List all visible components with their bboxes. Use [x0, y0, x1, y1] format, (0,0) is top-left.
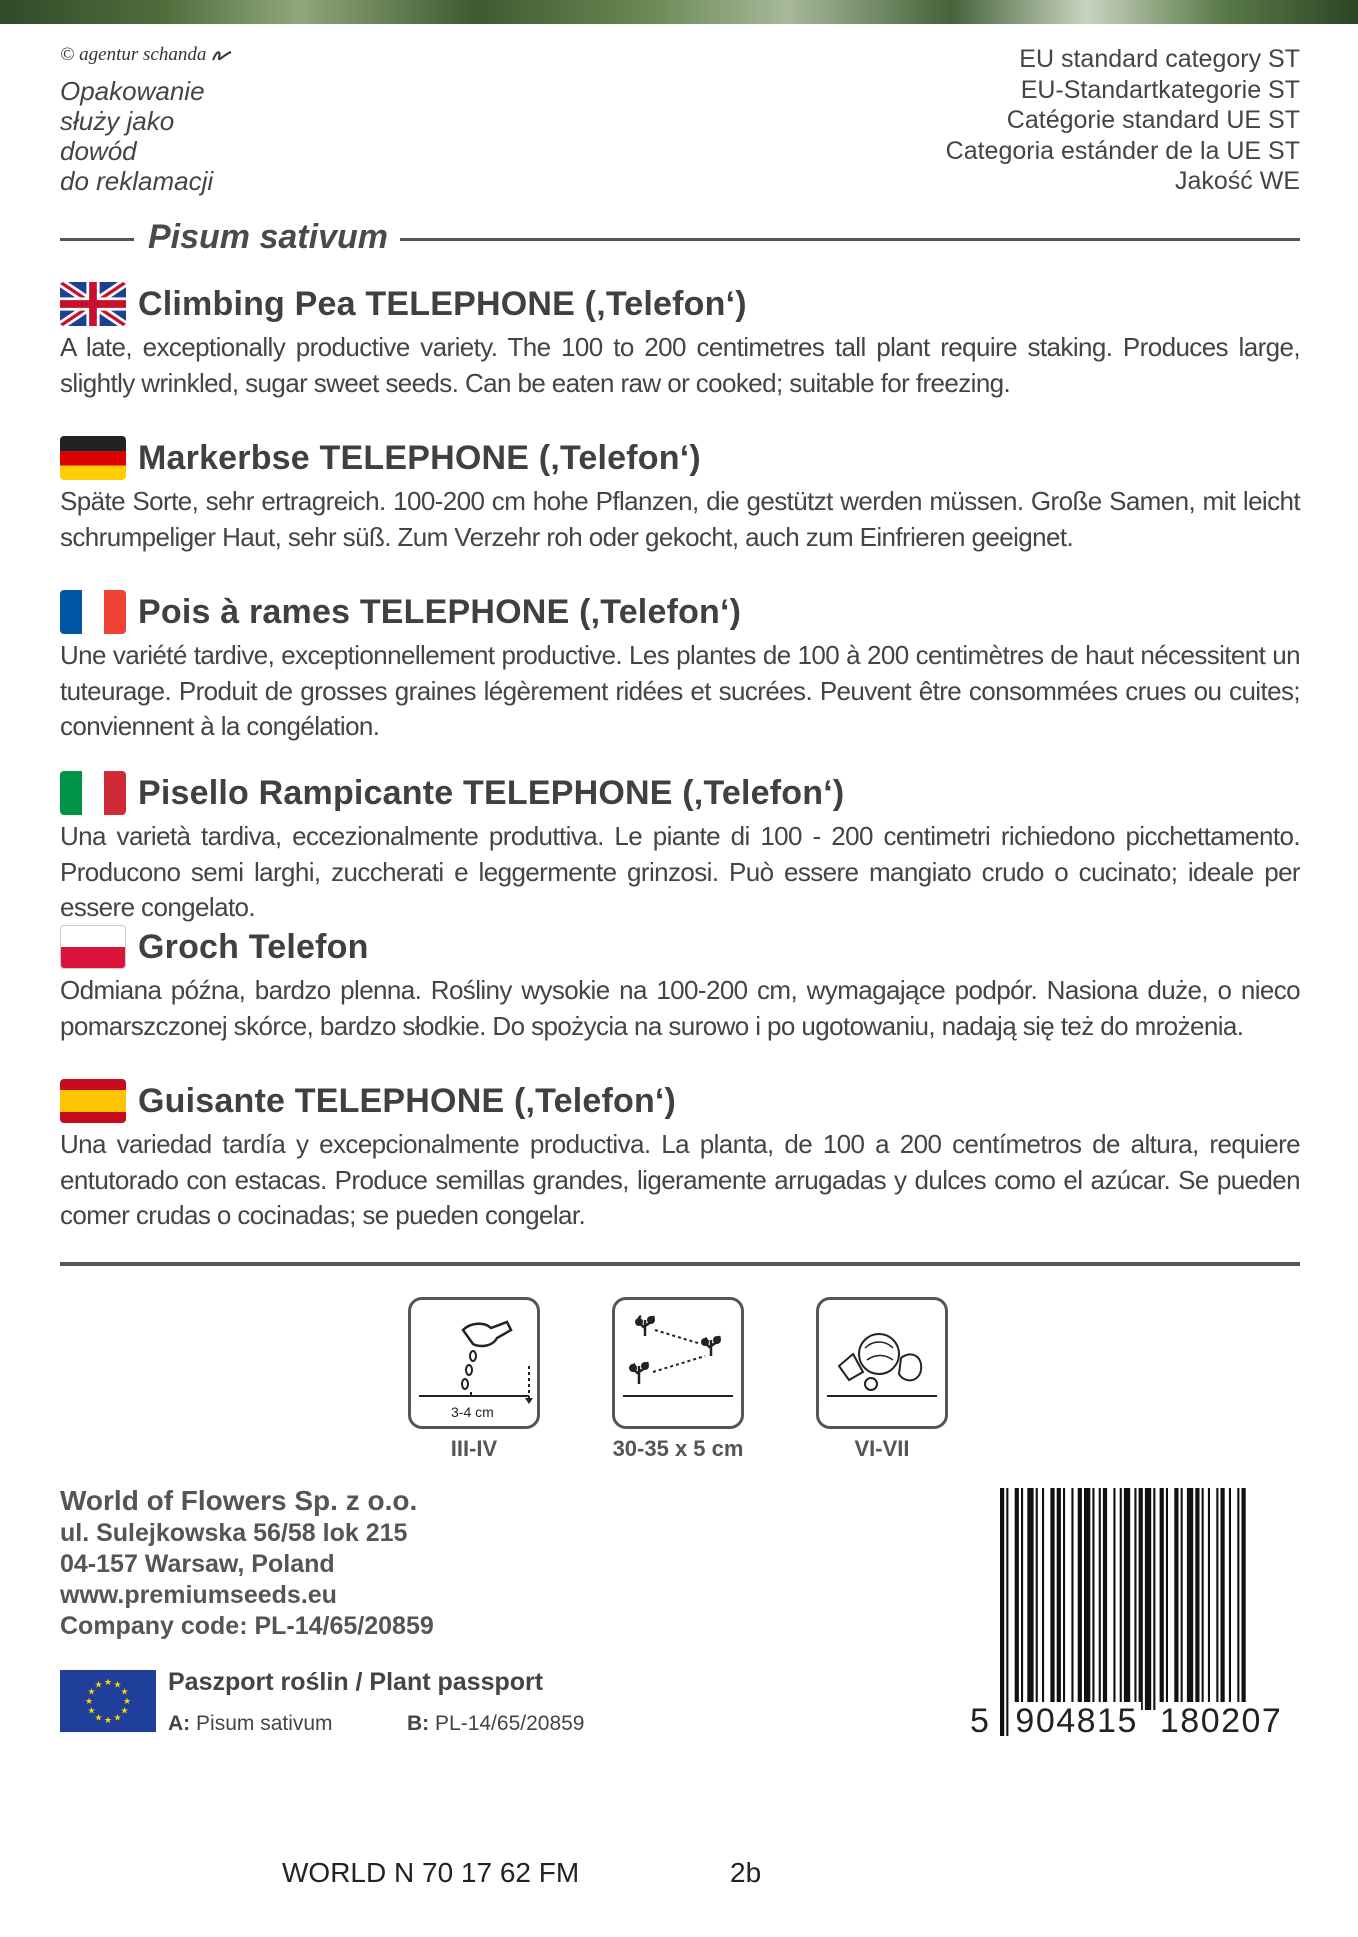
sowing-depth-label: 3-4 cm: [451, 1404, 494, 1420]
eu-category-line: Catégorie standard UE ST: [1006, 106, 1300, 134]
barcode-bar: [1174, 1488, 1178, 1710]
section-divider: [60, 1262, 1300, 1266]
eu-star-icon: ★: [103, 1677, 113, 1687]
eu-star-icon: ★: [120, 1705, 129, 1716]
section-polish: [60, 925, 1300, 1044]
packaging-note-line: do reklamacji: [60, 166, 214, 196]
barcode-bar: [1120, 1488, 1122, 1710]
barcode-bar: [1006, 1488, 1008, 1736]
eu-category-line: EU standard category ST: [1019, 45, 1300, 73]
company-address: [60, 1484, 434, 1642]
barcode-bar: [1124, 1488, 1130, 1736]
eu-star-icon: ★: [103, 1715, 113, 1725]
section-body: A late, exceptionally productive variety. The 100 to 200 centimetres tall plant require staking. Produces large, slightly wrinkled, sugar sweet seeds. Can be eaten raw or cooked; suitable for freezing.: [60, 332, 1300, 398]
barcode-bar: [1187, 1488, 1193, 1710]
barcode-bar: [1195, 1488, 1199, 1710]
eu-star-icon: ★: [94, 1679, 103, 1690]
company-code: Company code: PL-14/65/20859: [60, 1612, 434, 1640]
eu-category-line: Jakość WE: [1174, 167, 1300, 195]
plant-passport: [60, 1670, 156, 1732]
barcode-digit-first: 5: [970, 1702, 991, 1740]
barcode-bar: [1202, 1488, 1204, 1710]
plant-passport-title: Paszport roślin / Plant passport: [168, 1668, 544, 1696]
icon-caption: 30-35 x 5 cm: [612, 1436, 744, 1461]
company-website[interactable]: www.premiumseeds.eu: [60, 1581, 337, 1609]
company-name: World of Flowers Sp. z o.o.: [60, 1485, 418, 1516]
eu-star-icon: ★: [84, 1696, 94, 1706]
barcode-bar: [1063, 1488, 1065, 1710]
barcode-bar: [1221, 1488, 1225, 1710]
barcode-bar: [1237, 1488, 1239, 1710]
eu-star-icon: ★: [122, 1696, 132, 1706]
eu-category-block: [946, 44, 1300, 197]
barcode-bar: [1166, 1488, 1168, 1710]
eu-star-icon: ★: [120, 1686, 129, 1697]
section-french: [60, 590, 1300, 745]
spacing-icon: [612, 1297, 744, 1429]
passport-b-label: B:: [407, 1712, 430, 1735]
section-spanish: [60, 1079, 1300, 1234]
barcode: [1000, 1488, 1300, 1736]
barcode-bar: [1042, 1488, 1044, 1710]
eu-category-line: EU-Standartkategorie ST: [1020, 75, 1300, 104]
spain-flag-icon: [60, 1079, 126, 1123]
eu-category-line: Categoria estánder de la UE ST: [945, 136, 1300, 165]
section-body: Una varietà tardiva, eccezionalmente produttiva. Le piante di 100 - 200 centimetri richiedono picchettamento. Producono semi larghi, zuccherati e leggermente grinzosi. Può essere mangiato crudo o cucinato; ideale per essere congelato.: [60, 821, 1300, 922]
barcode-bar: [1139, 1488, 1143, 1710]
copyright-notice: © agentur schanda: [60, 44, 233, 66]
harvest-icon: [816, 1297, 948, 1429]
section-german: [60, 436, 1300, 555]
section-title: Guisante TELEPHONE (‚Telefon‘): [138, 1081, 677, 1120]
barcode-bar: [1071, 1488, 1073, 1710]
barcode-bar: [1078, 1488, 1082, 1710]
barcode-digits: [970, 1702, 1285, 1741]
barcode-bar: [1113, 1488, 1115, 1710]
germany-flag-icon: [60, 436, 126, 480]
barcode-bar: [1145, 1488, 1151, 1710]
italy-flag-icon: [60, 771, 126, 815]
sowing-icon: [408, 1297, 540, 1429]
barcode-bar: [1099, 1488, 1101, 1710]
uk-flag-icon: [60, 282, 126, 326]
version-code: 2b: [730, 1857, 762, 1888]
passport-a-value: Pisum sativum: [196, 1712, 333, 1735]
barcode-bar: [1015, 1488, 1019, 1710]
section-title: Climbing Pea TELEPHONE (‚Telefon‘): [138, 284, 747, 323]
plant-passport-b: [407, 1712, 584, 1736]
eu-flag-icon: [60, 1670, 156, 1732]
barcode-bar: [1103, 1488, 1107, 1710]
section-body: Späte Sorte, sehr ertragreich. 100-200 cm hohe Pflanzen, die gestützt werden müssen. Große Samen, mit leicht schrumpeliger Haut, sehr süß. Zum Verzehr roh oder gekocht, auch zum Einfrieren geeignet.: [60, 486, 1300, 552]
barcode-bar: [1021, 1488, 1023, 1710]
barcode-bar: [1216, 1488, 1218, 1710]
barcode-digit-group: 180207: [1157, 1702, 1285, 1740]
barcode-bar: [1050, 1488, 1054, 1710]
barcode-bar: [1027, 1488, 1033, 1710]
company-street: ul. Sulejkowska 56/58 lok 215: [60, 1519, 408, 1547]
section-body: Une variété tardive, exceptionnellement productive. Les plantes de 100 à 200 centimètres de haut nécessitent un tuteurage. Produit de grosses graines légèrement ridées et sucrées. Peuvent être consommées crues ou cuites; conviennent à la congélation.: [60, 640, 1300, 741]
passport-b-value: PL-14/65/20859: [435, 1712, 585, 1735]
packaging-note-line: Opakowanie: [60, 76, 205, 106]
plant-passport-a: [168, 1712, 333, 1736]
section-title: Groch Telefon: [138, 927, 369, 966]
section-body: Odmiana późna, bardzo plenna. Rośliny wysokie na 100-200 cm, wymagające podpór. Nasiona duże, o nieco pomarszczonej skórce, bardzo słodkie. Do spożycia na surowo i po ugotowaniu, nadają się też do mrożenia.: [60, 975, 1300, 1041]
icon-caption: VI-VII: [854, 1436, 910, 1461]
section-title: Markerbse TELEPHONE (‚Telefon‘): [138, 438, 701, 477]
eu-star-icon: ★: [113, 1712, 122, 1723]
barcode-bar: [1134, 1488, 1136, 1710]
section-title: Pisello Rampicante TELEPHONE (‚Telefon‘): [138, 773, 845, 812]
barcode-bar: [1092, 1488, 1094, 1710]
eu-star-icon: ★: [94, 1712, 103, 1723]
section-title: Pois à rames TELEPHONE (‚Telefon‘): [138, 592, 742, 631]
barcode-bar: [1057, 1488, 1061, 1710]
passport-a-label: A:: [168, 1712, 191, 1735]
signature-logo-icon: [211, 48, 233, 64]
barcode-bar: [1000, 1488, 1004, 1736]
packaging-note: [60, 76, 213, 196]
packaging-note-line: służy jako: [60, 106, 175, 136]
latin-name: Pisum sativum: [148, 218, 388, 256]
eu-star-icon: ★: [87, 1686, 96, 1697]
product-code: WORLD N 70 17 62 FM: [282, 1857, 580, 1888]
section-italian: [60, 771, 1300, 926]
barcode-bar: [1036, 1488, 1038, 1710]
icon-caption: III-IV: [450, 1436, 498, 1461]
barcode-bar: [1153, 1488, 1155, 1710]
section-body: Una variedad tardía y excepcionalmente productiva. La planta, de 100 a 200 centímetros de altura, requiere entutorado con estacas. Produce semillas grandes, ligeramente arrugadas y dulces como el azúcar. Se pueden comer crudas o cocinadas; se pueden congelar.: [60, 1129, 1300, 1230]
barcode-bar: [1242, 1488, 1246, 1736]
latin-name-row: [60, 218, 1300, 258]
barcode-bar: [1160, 1488, 1164, 1710]
barcode-bar: [1208, 1488, 1210, 1710]
barcode-bar: [1181, 1488, 1183, 1710]
barcode-bar: [1229, 1488, 1231, 1710]
barcode-bar: [1084, 1488, 1090, 1710]
packaging-note-line: dowód: [60, 136, 137, 166]
header-photo-strip: [0, 0, 1358, 24]
poland-flag-icon: [60, 925, 126, 969]
france-flag-icon: [60, 590, 126, 634]
section-english: [60, 282, 1300, 401]
eu-star-icon: ★: [113, 1679, 122, 1690]
barcode-digit-group: 904815: [1012, 1702, 1140, 1740]
company-city: 04-157 Warsaw, Poland: [60, 1550, 335, 1578]
divider-line: [60, 238, 134, 241]
eu-star-icon: ★: [87, 1705, 96, 1716]
divider-line: [400, 238, 1300, 241]
